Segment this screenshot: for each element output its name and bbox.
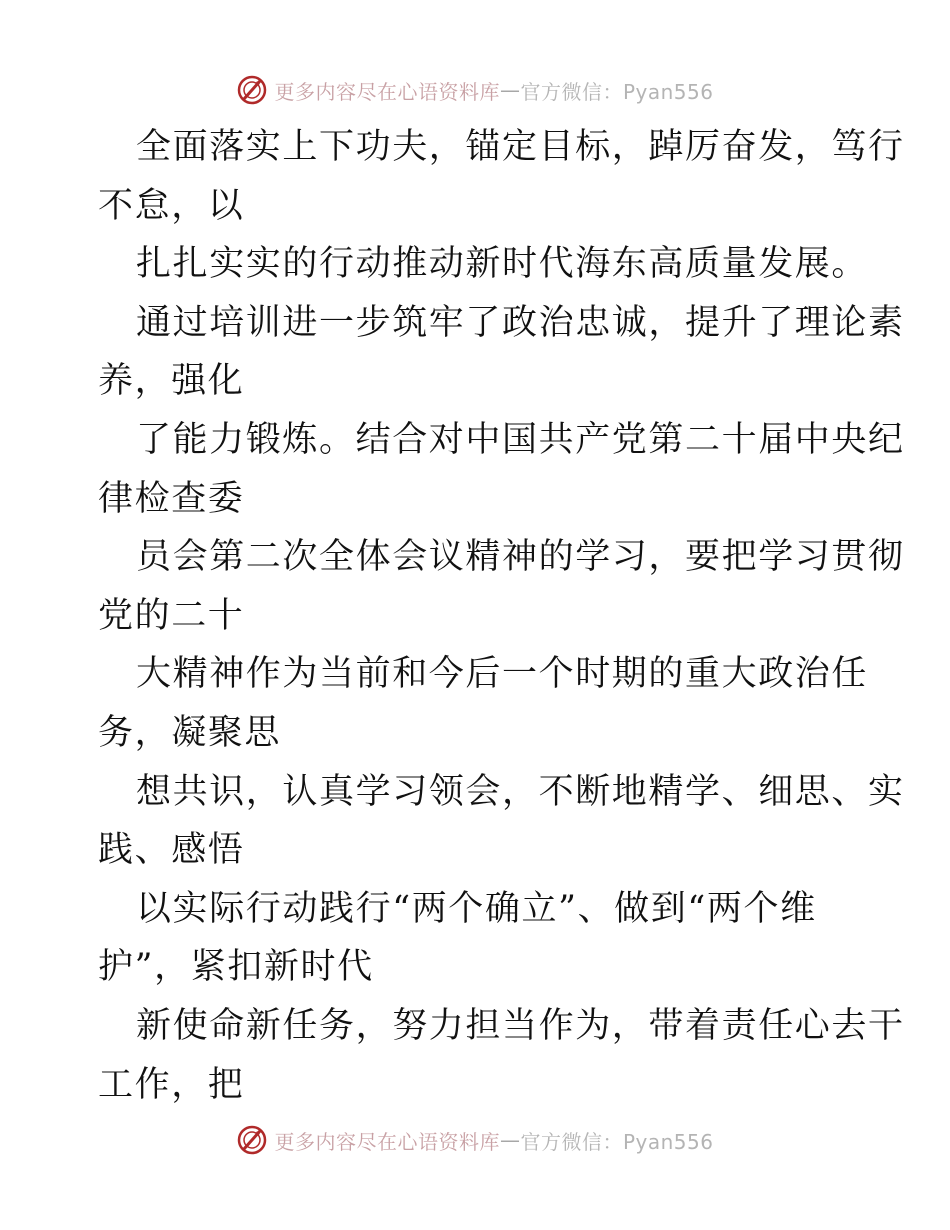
text-line: 不怠，以 — [98, 185, 245, 226]
watermark-separator: — — [499, 1128, 521, 1152]
seal-pen-icon — [236, 1124, 268, 1156]
watermark-separator: — — [499, 78, 521, 102]
text-line: 养，强化 — [98, 361, 245, 402]
text-line: 务，凝聚思 — [98, 712, 282, 753]
text-line: 员会第二次全体会议精神的学习，要把学习贯彻 — [136, 537, 905, 578]
text-line: 全面落实上下功夫，锚定目标，踔厉奋发，笃行 — [136, 127, 905, 167]
text-line: 党的二十 — [98, 595, 245, 636]
footer-watermark — [0, 1120, 950, 1160]
text-line: 践、感悟 — [98, 830, 245, 871]
text-line: 以实际行动践行“两个确立”、做到“两个维 — [136, 888, 817, 929]
text-line: 通过培训进一步筑牢了政治忠诚，提升了理论素 — [136, 302, 905, 343]
text-line: 大精神作为当前和今后一个时期的重大政治任 — [136, 654, 869, 695]
text-line: 新使命新任务，努力担当作为，带着责任心去干 — [136, 1005, 905, 1046]
text-line: 想共识，认真学习领会，不断地精学、细思、实 — [136, 771, 905, 812]
seal-pen-icon — [236, 74, 268, 106]
document-body — [98, 118, 905, 1114]
text-line: 律检查委 — [98, 478, 245, 519]
header-watermark — [0, 70, 950, 110]
text-line: 护”，紧扣新时代 — [98, 947, 374, 988]
text-line: 扎扎实实的行动推动新时代海东高质量发展。 — [136, 244, 869, 285]
text-line: 工作，把 — [98, 1064, 245, 1105]
watermark-wechat: 官方微信：Pyan556 — [520, 79, 714, 104]
watermark-wechat: 官方微信：Pyan556 — [520, 1129, 714, 1154]
text-line: 了能力锻炼。结合对中国共产党第二十届中央纪 — [136, 419, 905, 460]
watermark-site-name: 更多内容尽在心语资料库 — [274, 1129, 500, 1154]
watermark-site-name: 更多内容尽在心语资料库 — [274, 79, 500, 104]
